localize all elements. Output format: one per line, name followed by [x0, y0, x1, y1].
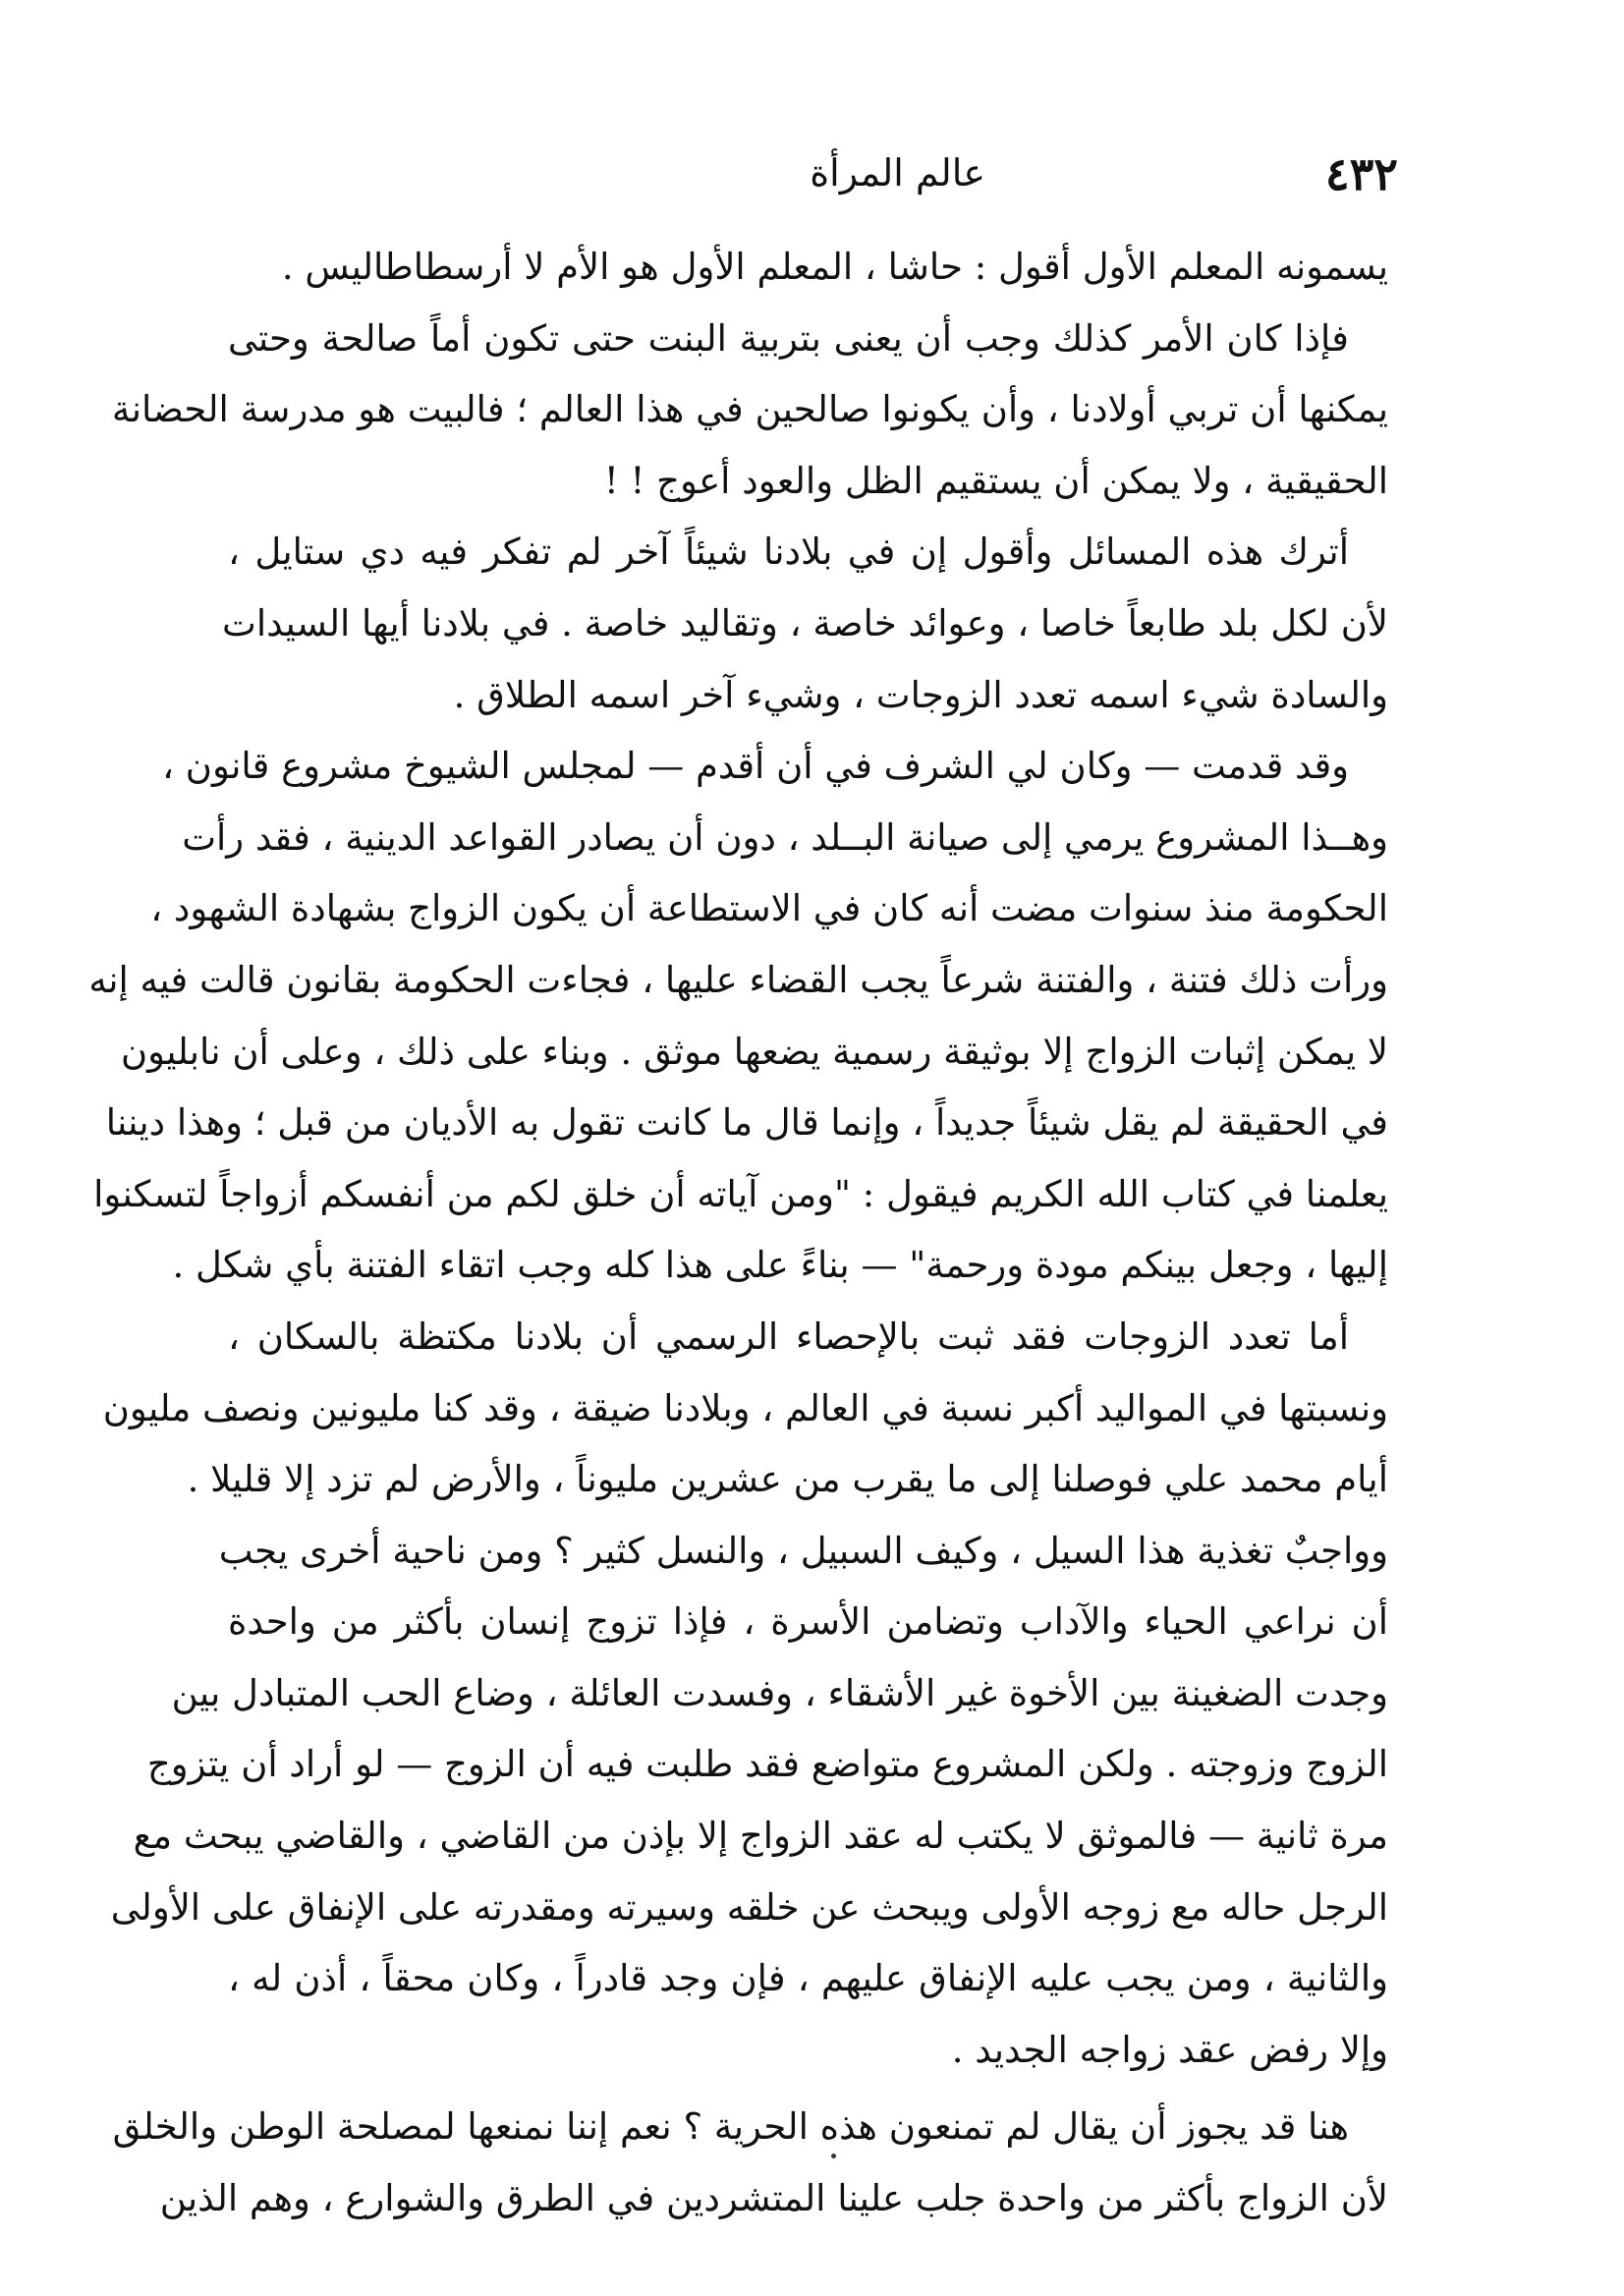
text-line: لأن الزواج بأكثر من واحدة جلب علينا المتشردين في الطرق والشوارع ، وهم الذين	[159, 2177, 1388, 2220]
text-line: الرجل حاله مع زوجه الأولى ويبحث عن خلقه وسيرته ومقدرته على الإنفاق على الأولى	[110, 1885, 1388, 1929]
text-line: الحكومة منذ سنوات مضت أنه كان في الاستطاعة أن يكون الزواج بشهادة الشهود ،	[150, 887, 1388, 930]
text-line: وجدت الضغينة بين الأخوة غير الأشقاء ، وفسدت العائلة ، وضاع الحب المتبادل بين	[171, 1671, 1388, 1714]
text-line: أما تعدد الزوجات فقد ثبت بالإحصاء الرسمي أن بلادنا مكتظة بالسكان ،	[228, 1315, 1349, 1358]
text-line: أترك هذه المسائل وأقول إن في بلادنا شيئاً آخر لم تفكر فيه دي ستايل ،	[228, 531, 1349, 574]
text-line: وإلا رفض عقد زواجه الجديد .	[951, 2028, 1388, 2071]
text-line: لا يمكن إثبات الزواج إلا بوثيقة رسمية يضعها موثق . وبناء على ذلك ، وعلى أن نابليون	[121, 1030, 1388, 1073]
text-line: الزوج وزوجته . ولكن المشروع متواضع فقد طلبت فيه أن الزوج — لو أراد أن يتزوج	[146, 1743, 1388, 1786]
text-line: فإذا كان الأمر كذلك وجب أن يعنى بتربية البنت حتى تكون أماً صالحة وحتى	[228, 316, 1349, 360]
text-line: مرة ثانية — فالموثق لا يكتب له عقد الزواج إلا بإذن من القاضي ، والقاضي يبحث مع	[133, 1815, 1388, 1858]
text-line: يعلمنا في كتاب الله الكريم فيقول : "ومن آياته أن خلق لكم من أنفسكم أزواجاً لتسكنوا	[93, 1172, 1388, 1215]
page-header	[226, 147, 1398, 216]
text-line: وواجبٌ تغذية هذا السيل ، وكيف السبيل ، والنسل كثير ؟ ومن ناحية أخرى يجب	[218, 1529, 1388, 1572]
text-line: وهــذا المشروع يرمي إلى صيانة البــلد ، دون أن يصادر القواعد الدينية ، فقد رأت	[182, 815, 1388, 859]
running-title: عالم المرأة	[810, 151, 985, 195]
text-line: وقد قدمت — وكان لي الشرف في أن أقدم — لمجلس الشيوخ مشروع قانون ،	[162, 745, 1349, 788]
text-line: والثانية ، ومن يجب عليه الإنفاق عليهم ، فإن وجد قادراً ، وكان محقاً ، أذن له ،	[228, 1957, 1388, 2000]
text-line: ورأت ذلك فتنة ، والفتنة شرعاً يجب القضاء عليها ، فجاءت الحكومة بقانون قالت فيه إنه	[88, 958, 1388, 1001]
text-line: إليها ، وجعل بينكم مودة ورحمة" — بناءً على هذا كله وجب اتقاء الفتنة بأي شكل .	[172, 1244, 1388, 1287]
text-line: والسادة شيء اسمه تعدد الزوجات ، وشيء آخر اسمه الطلاق .	[453, 673, 1388, 716]
text-line: هنا قد يجوز أن يقال لم تمنعون هذه الحرية ؟ نعم إننا نمنعها لمصلحة الوطن والخلق	[112, 2105, 1349, 2149]
text-line: يسمونه المعلم الأول أقول : حاشا ، المعلم الأول هو الأم لا أرسطاطاليس .	[281, 246, 1388, 288]
text-line: لأن لكل بلد طابعاً خاصا ، وعوائد خاصة ، وتقاليد خاصة . في بلادنا أيها السيدات	[222, 601, 1388, 644]
body-text	[88, 232, 1388, 2235]
page-number: ٤٣٢	[1324, 147, 1398, 200]
text-line: يمكنها أن تربي أولادنا ، وأن يكونوا صالحين في هذا العالم ؛ فالبيت هو مدرسة الحضانة	[111, 388, 1388, 431]
text-line: ونسبتها في المواليد أكبر نسبة في العالم ، وبلادنا ضيقة ، وقد كنا مليونين ونصف مليون	[102, 1386, 1388, 1429]
text-line: في الحقيقة لم يقل شيئاً جديداً ، وإنما قال ما كانت تقول به الأديان من قبل ؛ وهذا ديننا	[105, 1101, 1388, 1145]
text-line: أن نراعي الحياء والآداب وتضامن الأسرة ، فإذا تزوج إنسان بأكثر من واحدة	[228, 1600, 1388, 1644]
text-line: الحقيقية ، ولا يمكن أن يستقيم الظل والعود أعوج ! !	[603, 459, 1388, 502]
text-line: أيام محمد علي فوصلنا إلى ما يقرب من عشرين مليوناً ، والأرض لم تزد إلا قليلا .	[187, 1458, 1388, 1501]
ink-speck	[831, 2154, 836, 2158]
